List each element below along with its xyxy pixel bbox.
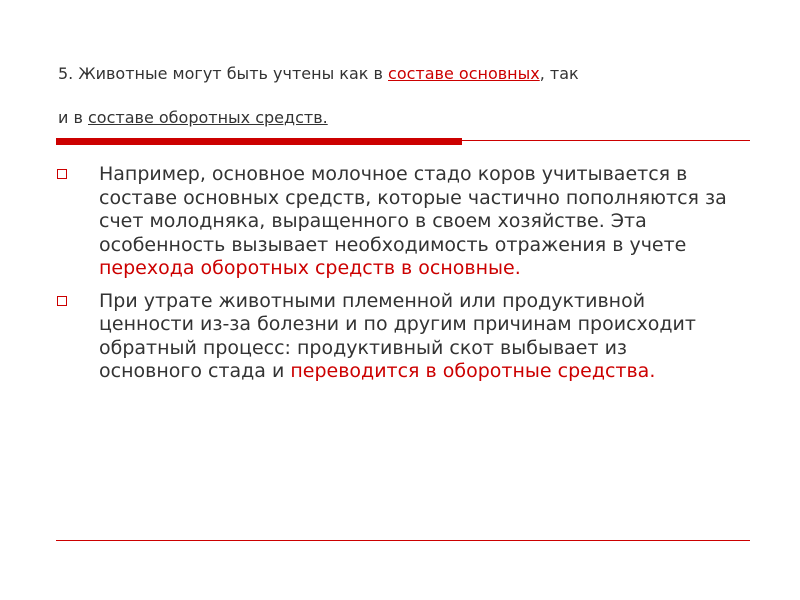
title-divider-thick xyxy=(56,138,462,145)
bullet-text: Например, основное молочное стадо коров учитывается в составе основных средств, которые частично пополняются за счет молодняка, выращенного в своем хозяйстве. Эта особенность вызывает необходимость отражения в учете xyxy=(99,163,727,256)
list-item xyxy=(55,163,735,281)
bullet-text: При утрате животными племенной или продуктивной ценности из-за болезни и по другим причинам происходит обратный процесс: продуктивный скот выбывает из основного стада и xyxy=(99,289,696,382)
footer-divider xyxy=(56,540,750,541)
title-prefix: 5. Животные могут быть учтены как в xyxy=(58,64,389,83)
slide-title xyxy=(58,52,758,140)
bullet-list xyxy=(55,163,735,393)
bullet-highlight: перехода оборотных средств в основные. xyxy=(99,257,521,279)
square-bullet-icon xyxy=(57,169,67,179)
square-bullet-icon xyxy=(57,296,67,306)
list-item xyxy=(55,290,735,384)
title-link-fixed-assets[interactable]: составе основных xyxy=(388,64,540,83)
bullet-highlight: переводится в оборотные средства. xyxy=(290,360,656,382)
title-divider-thin xyxy=(462,140,750,141)
title-line2-prefix: и в xyxy=(58,108,88,127)
title-link-current-assets[interactable]: составе оборотных средств. xyxy=(88,108,328,127)
title-middle: , так xyxy=(539,64,579,83)
